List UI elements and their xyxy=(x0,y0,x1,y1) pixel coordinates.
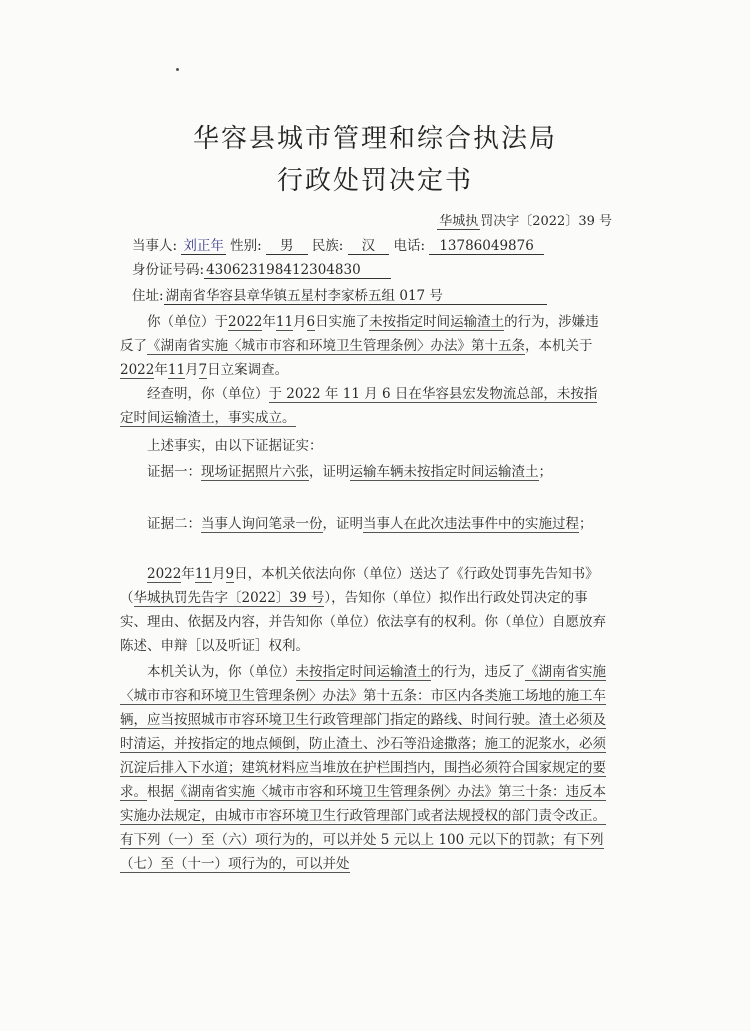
text: 年 xyxy=(262,314,276,330)
text: ； xyxy=(538,464,552,480)
scan-speck xyxy=(176,68,179,71)
violation-act: 未按指定时间运输渣土 xyxy=(369,314,505,330)
notice-number: 华城执罚先告字〔2022〕39 号 xyxy=(133,590,325,606)
filed-day: 7 xyxy=(198,362,208,378)
text: 年 xyxy=(181,566,195,582)
id-label: 身份证号码: xyxy=(132,262,205,278)
text: 日，本机关依法向你（单位）送达了《行政处罚事先告知书》（ xyxy=(120,566,599,606)
gender-label: 性别: xyxy=(230,238,262,254)
evidence-item: 当事人询问笔录一份 xyxy=(201,516,323,532)
addr-label: 住址: xyxy=(132,288,164,304)
id-line xyxy=(132,260,608,280)
penalty-basis-text: 《湖南省实施〈城市市容和环境卫生管理条例〉办法》第三十条：违反本实施办法规定，由城市市容环境卫生行政管理部门或者法规授权的部门责令改正。有下列（一）至（六）项行为的，可以并处 5 元以上 100 元以下的罚款；有下列（七）至（十一）项行为的，可以并处 xyxy=(120,784,606,872)
text: ，证明 xyxy=(309,464,350,480)
violation-act: 未按指定时间运输渣土 xyxy=(295,664,431,680)
violated-law: 《湖南省实施〈城市市容和环境卫生管理条例〉办法》第十五条 xyxy=(147,338,525,354)
text: 的行为，违反了 xyxy=(430,664,525,680)
evidence-label: 证据二： xyxy=(147,516,201,532)
paragraph-evidence-intro: 上述事实，由以下证据证实： xyxy=(147,438,323,454)
text: 的行为，涉嫌违反了 xyxy=(120,314,599,354)
paragraph-decision-basis xyxy=(120,660,610,876)
paragraph-notice xyxy=(120,562,610,658)
party-address: 湖南省华容县章华镇五星村李家桥五组 017 号 xyxy=(164,288,547,305)
evidence-proof: 运输车辆未按指定时间运输渣土 xyxy=(349,464,539,480)
name-label: 当事人: xyxy=(132,238,178,254)
text: ），告知你（单位）拟作出行政处罚决定的事实、理由、依据及内容，并告知你（单位）依法享有的权利。你（单位）自愿放弃陈述、申辩［以及听证］权利。 xyxy=(120,590,606,654)
text: 日实施了 xyxy=(315,314,370,330)
text: 你（单位）于 xyxy=(147,314,228,330)
notice-year: 2022 xyxy=(147,566,182,582)
text: 根据 xyxy=(147,784,174,800)
notice-month: 11 xyxy=(194,566,213,582)
filed-month: 11 xyxy=(167,362,186,378)
paragraph-filing xyxy=(120,310,610,382)
text: 月 xyxy=(212,566,226,582)
paragraph-findings xyxy=(120,382,610,430)
party-line xyxy=(132,236,608,256)
ethnic-label: 民族: xyxy=(311,238,344,254)
evidence-proof: 当事人在此次违法事件中的实施过程 xyxy=(363,516,579,532)
filled-day: 6 xyxy=(306,314,316,330)
notice-day: 9 xyxy=(225,566,235,582)
violated-law-text: 《湖南省实施〈城市市容和环境卫生管理条例〉办法》第十五条：市区内各类施工场地的施工车辆，应当按照城市市容环境卫生行政管理部门指定的路线、时间行驶。渣土必须及时清运，并按指定的地点倾倒，防止渣土、沙石等沿途撒落；施工的泥浆水，必须沉淀后排入下水道；建筑材料应当堆放在护栏围挡内，围挡必须符合国家规定的要求。 xyxy=(120,664,606,800)
text: 经查明，你（单位） xyxy=(147,386,269,402)
evidence-label: 证据一： xyxy=(147,464,201,480)
text: 本机关认为，你（单位） xyxy=(147,664,296,680)
filled-month: 11 xyxy=(275,314,294,330)
party-ethnic: 汉 xyxy=(348,238,390,255)
filled-year: 2022 xyxy=(228,314,263,330)
evidence-one xyxy=(120,460,610,484)
text: 月 xyxy=(185,362,199,378)
established-fact: 于 2022 年 11 月 6 日在华容县宏发物流总部，未按指定时间运输渣土，事实成立。 xyxy=(120,386,598,426)
text: 日立案调查。 xyxy=(207,362,289,378)
party-id: 430623198412304830 xyxy=(204,262,391,279)
org-title: 华容县城市管理和综合执法局 xyxy=(192,124,557,154)
docno-prefix: 华城执 xyxy=(439,214,479,229)
evidence-item: 现场证据照片六张 xyxy=(201,464,309,480)
document-number xyxy=(437,210,612,229)
filed-year: 2022 xyxy=(120,362,155,378)
party-gender: 男 xyxy=(266,238,308,255)
text: ，证明 xyxy=(322,516,363,532)
text: ； xyxy=(579,516,593,532)
docno-rest: 罚决字〔2022〕39 号 xyxy=(480,214,612,229)
phone-label: 电话: xyxy=(393,238,426,254)
text: 月 xyxy=(293,314,307,330)
party-phone: 13786049876 xyxy=(429,238,543,255)
address-line xyxy=(132,286,608,306)
document-title: 行政处罚决定书 xyxy=(276,166,473,196)
text: ，本机关于 xyxy=(525,338,593,354)
party-name: 刘正年 xyxy=(183,238,224,254)
text: 年 xyxy=(154,362,168,378)
evidence-two xyxy=(120,512,610,536)
